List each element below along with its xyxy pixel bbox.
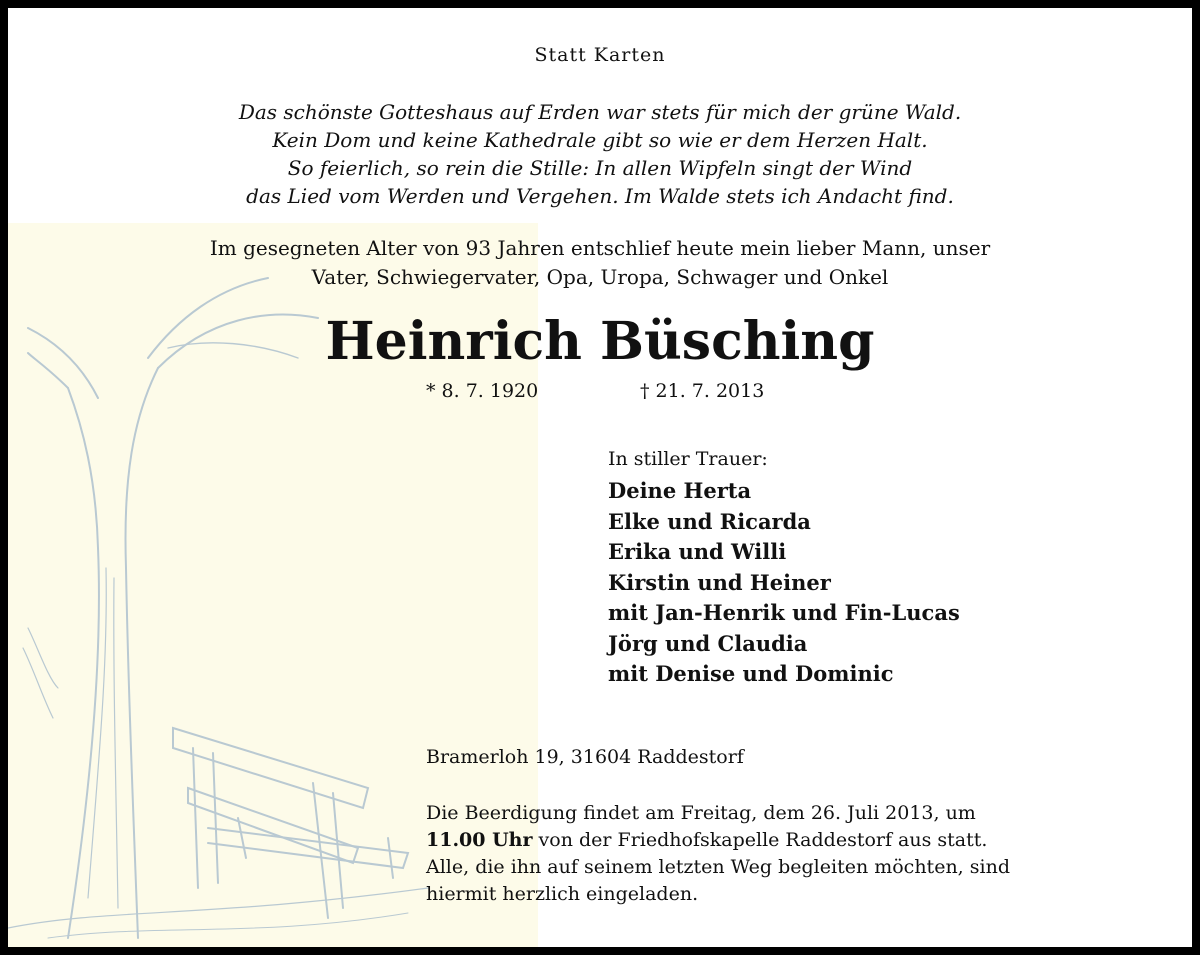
poem-line: So feierlich, so rein die Stille: In allen Wipfeln singt der Wind [287, 156, 913, 180]
intro-text [8, 234, 1192, 292]
poem-line: Das schönste Gotteshaus auf Erden war stets für mich der grüne Wald. [238, 100, 962, 124]
mourning-label: In stiller Trauer: [608, 448, 768, 470]
mourner-name: Deine Herta [608, 478, 752, 503]
funeral-time: 11.00 Uhr [426, 829, 533, 851]
statt-karten-heading: Statt Karten [534, 44, 666, 66]
obituary-notice [8, 8, 1192, 947]
intro-line: Im gesegneten Alter von 93 Jahren entschlief heute mein lieber Mann, unser [209, 236, 991, 260]
mourner-name: mit Denise und Dominic [608, 661, 894, 686]
mourner-name: Elke und Ricarda [608, 508, 811, 534]
funeral-line [426, 827, 1112, 854]
poem-line: Kein Dom und keine Kathedrale gibt so wie er dem Herzen Halt. [272, 128, 928, 152]
poem-line: das Lied vom Werden und Vergehen. Im Walde stets ich Andacht find. [246, 184, 954, 208]
funeral-info [426, 800, 1112, 908]
mourners-list [608, 476, 960, 690]
funeral-line: Alle, die ihn auf seinem letzten Weg begleiten möchten, sind [426, 856, 1010, 878]
mourner-name: Kirstin und Heiner [608, 569, 831, 595]
death-date: † 21. 7. 2013 [640, 380, 765, 402]
mourner-name: Erika und Willi [608, 539, 787, 564]
poem [8, 98, 1192, 210]
birth-date: * 8. 7. 1920 [426, 380, 539, 402]
funeral-location: von der Friedhofskapelle Raddestorf aus statt. [532, 829, 988, 851]
funeral-line: hiermit herzlich eingeladen. [426, 883, 699, 905]
funeral-line: Die Beerdigung findet am Freitag, dem 26. Juli 2013, um [426, 802, 976, 824]
address: Bramerloh 19, 31604 Raddestorf [426, 746, 744, 768]
mourner-name: mit Jan-Henrik und Fin-Lucas [608, 600, 960, 625]
intro-line: Vater, Schwiegervater, Opa, Uropa, Schwager und Onkel [311, 265, 889, 289]
deceased-name: Heinrich Büsching [325, 311, 875, 372]
mourner-name: Jörg und Claudia [608, 630, 808, 656]
